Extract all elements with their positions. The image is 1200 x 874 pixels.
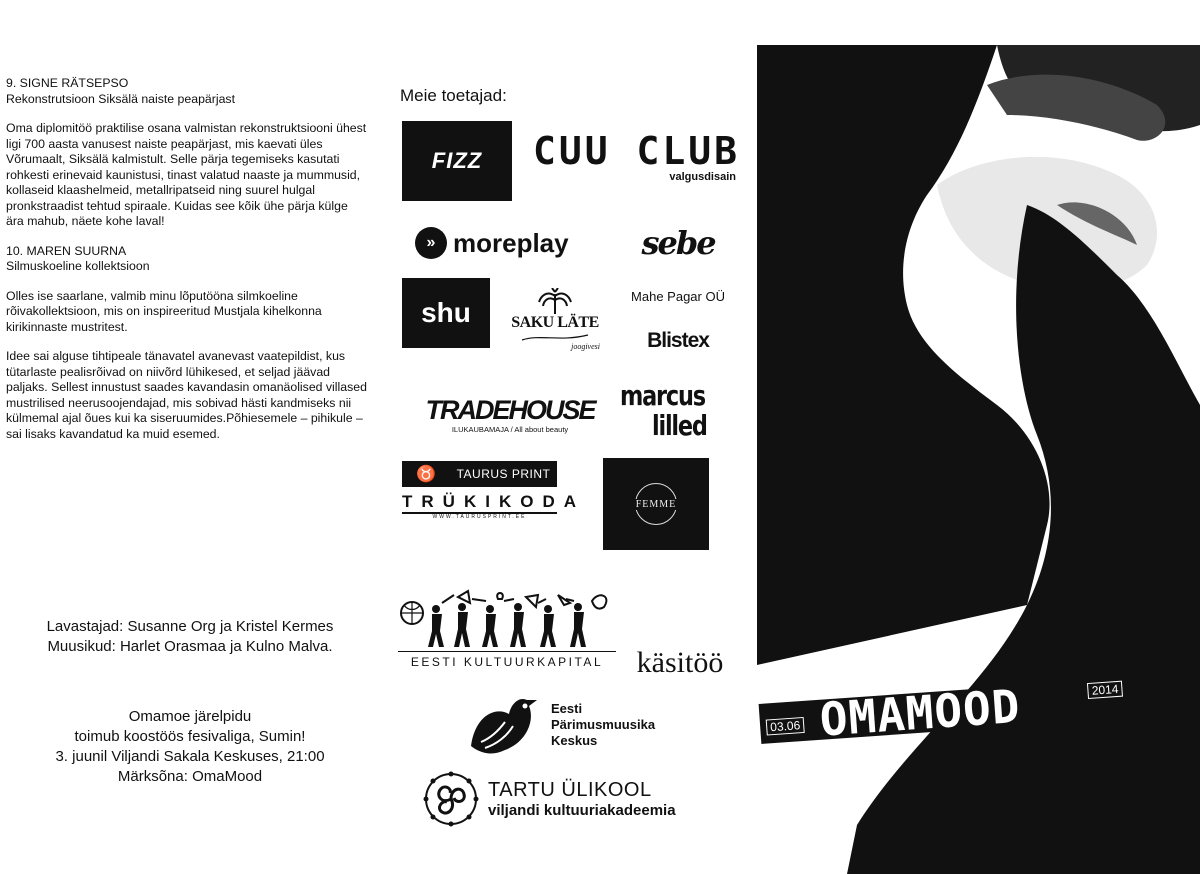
epmk-line-2: Pärimusmuusika (551, 717, 656, 732)
entry-10-body-2: Idee sai alguse tihtipeale tänavatel avanevast vaatepildist, kus tütarlaste pealisrõivad on niivõrd lühikesed, et seljad jäävad paljaks. Sellest innustust saades kavandasin omanäolised villased mustrilised neerusoojendajad, mis sobivad hästi kandmiseks nii külmemal ajal õues kui ka siseruumides.Põhiesemele – pihikule – sai lisaks kavandatud ka muid esemed. (6, 349, 367, 441)
afterparty-line-3: 3. juunil Viljandi Sakala Keskuses, 21:00 (55, 748, 325, 765)
moreplay-name: moreplay (453, 227, 569, 258)
cover-photo (757, 45, 1200, 874)
directors-line: Lavastajad: Susanne Org ja Kristel Kermes (46, 618, 334, 635)
kultuurkapital-logo (398, 583, 616, 675)
tradehouse-name: TRADEHOUSE (425, 394, 595, 425)
moreplay-logo (415, 222, 595, 264)
afterparty-line-1: Omamoe järelpidu (128, 708, 252, 725)
tradehouse-logo (425, 388, 595, 440)
play-icon: » (415, 227, 447, 259)
epmk-name (551, 701, 655, 749)
epmk-line-3: Keskus (551, 733, 598, 748)
tartu-text (488, 779, 676, 819)
sponsors-title: Meie toetajad: (400, 86, 507, 105)
saku-late-sub: joogivesi (571, 342, 600, 351)
bird-icon (465, 686, 543, 764)
marcus-lilled-logo (620, 376, 708, 446)
shu-logo: shu (402, 278, 490, 348)
omamood-title: OMAMOOD (817, 678, 1023, 747)
tartu-ulikool-logo (422, 768, 712, 830)
kasitoo-logo: käsitöö (636, 646, 724, 679)
entry-10-body-1: Olles ise saarlane, valmib minu lõputööna silmkoeline rõivakollektsioon, mis on inspireeritud Mustjala kihelkonna kirikinnaste mustritest. (6, 288, 322, 334)
femme-ring (635, 483, 677, 525)
tradehouse-sub: ILUKAUBAMAJA / All about beauty (451, 424, 569, 434)
parimusmuusika-logo (465, 685, 700, 765)
corner-mark (1133, 866, 1200, 874)
saku-late-name: SAKU LÄTE (511, 314, 599, 331)
entry-9-subtitle: Rekonstrutsioon Siksälä naiste peapärjast (6, 91, 235, 106)
model-silhouette-illustration (757, 45, 1200, 874)
event-date: 03.06 (766, 717, 805, 736)
musicians-line: Muusikud: Harlet Orasmaa ja Kulno Malva. (47, 638, 333, 655)
femme-logo (603, 458, 709, 550)
entry-9-body: Oma diplomitöö praktilise osana valmistan rekonstruktsiooni ühest ligi 700 aasta vanusest naiste peapärjast, mis kaevati üles Võrumaalt, Siksälä kalmistult. Selle pärja tegemiseks kasutati rohkesti erinevaid kaunistusi, tinast valatud naaste ja mummusid, kollaseid klaashelmeid, metallripatseid ning suurel hulgal pronkstraadist tehtud spiraale. Kuidas see kõik ühe pärja külge ära mahub, näete kohe laval! (6, 121, 367, 228)
bull-icon: ♉ (416, 465, 436, 483)
program-text (6, 76, 368, 456)
entry-10-subtitle: Silmuskoeline kollektsioon (6, 259, 150, 273)
vka-name: viljandi kultuuriakadeemia (488, 802, 676, 819)
cuu-club-sub: valgusdisain (669, 170, 736, 183)
fizz-logo: FIZZ (402, 121, 512, 201)
epmk-line-1: Eesti (551, 701, 583, 716)
taurus-name: TAURUS PRINT (456, 466, 551, 481)
blistex-logo: Blistex (647, 329, 709, 352)
wave-icon (520, 332, 590, 342)
entry-9-heading: 9. SIGNE RÄTSEPSO (6, 76, 129, 90)
taurus-bar (402, 461, 557, 487)
taurus-trukikoda: TRÜKIKODA (402, 491, 585, 511)
afterparty-line-4: Märksõna: OmaMood (117, 768, 263, 785)
tartu-name: TARTU ÜLIKOOL (488, 779, 652, 801)
marcus-name: marcus (620, 379, 705, 412)
mahe-pagar-logo: Mahe Pagar OÜ (631, 288, 725, 304)
credits (20, 617, 360, 657)
taurus-print-logo (402, 455, 585, 525)
kulka-name: EESTI KULTUURKAPITAL (398, 651, 616, 669)
afterparty-info (20, 707, 360, 787)
triskele-emblem-icon (422, 770, 480, 828)
event-year: 2014 (1087, 681, 1123, 699)
kulka-figures-illustration (398, 589, 616, 651)
taurus-www: WWW.TAURUSPRINT.EE (402, 512, 557, 520)
cuu-club-name: CUU CLUB (532, 128, 740, 173)
entry-10-heading: 10. MAREN SUURNA (6, 243, 127, 258)
afterparty-line-2: toimub koostöös fesivaliga, Sumin! (74, 728, 306, 745)
cuu-club-logo (525, 124, 740, 189)
lilled-name: lilled (652, 409, 707, 442)
femme-name: FEMME (635, 498, 677, 510)
sebe-logo: sebe (641, 224, 715, 262)
saku-late-logo (510, 282, 600, 357)
fountain-icon (535, 288, 575, 314)
